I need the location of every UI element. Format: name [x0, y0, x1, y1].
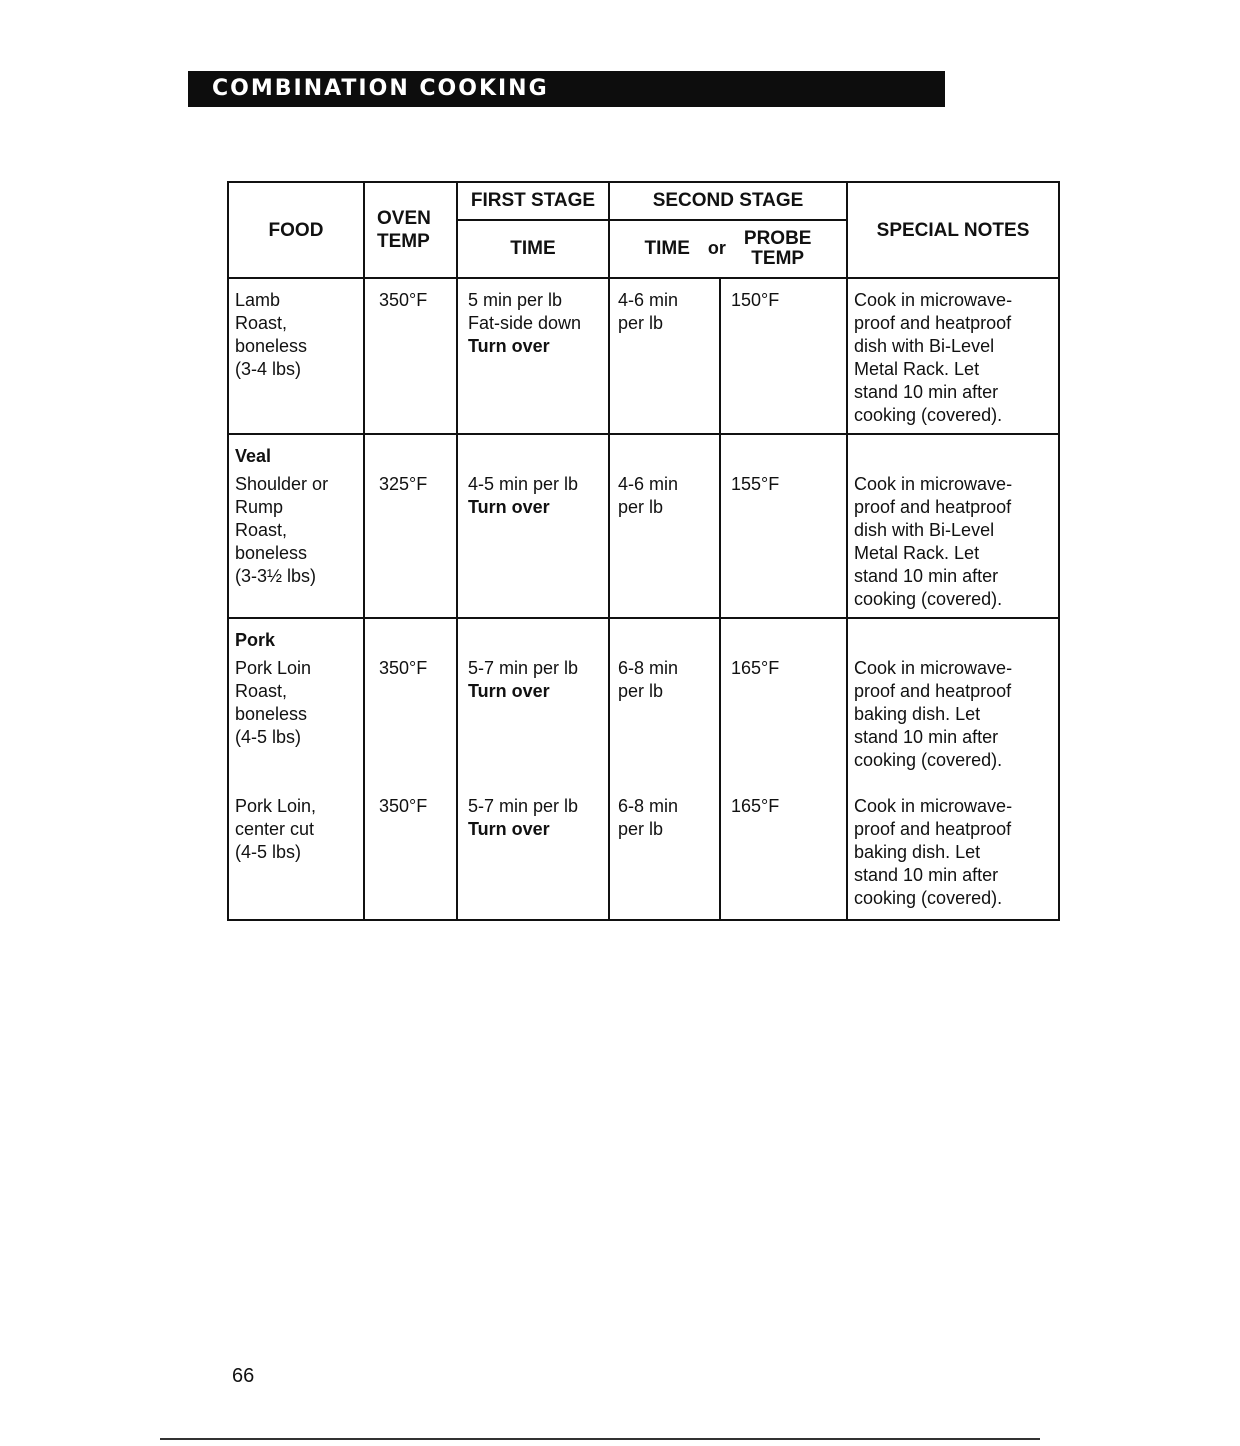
- first-time-cell: [457, 618, 609, 920]
- first-time-line: 4-5 min per lb: [468, 474, 579, 494]
- second-time-line: 4-6 min: [618, 474, 679, 494]
- food-line: (3-4 lbs): [235, 359, 302, 379]
- combination-cooking-table: [227, 181, 1060, 921]
- probe-temp-value: 165°F: [731, 658, 780, 678]
- page-number: 66: [232, 1365, 255, 1387]
- food-line: Roast,: [235, 681, 288, 701]
- second-time-line: per lb: [618, 497, 664, 517]
- food-line: (4-5 lbs): [235, 727, 302, 747]
- oven-temp-value: 325°F: [379, 474, 428, 494]
- notes-line: proof and heatproof: [854, 313, 1012, 333]
- probe-temp-cell: [720, 434, 847, 618]
- notes-line: Metal Rack. Let: [854, 359, 980, 379]
- second-time-line: 4-6 min: [618, 290, 679, 310]
- notes-cell: [847, 618, 1059, 920]
- notes-line: proof and heatproof: [854, 681, 1012, 701]
- food-line: boneless: [235, 336, 308, 356]
- oven-temp-cell: [364, 618, 457, 920]
- food-line: boneless: [235, 704, 308, 724]
- probe-temp-cell: [720, 618, 847, 920]
- notes-line: cooking (covered).: [854, 405, 1003, 425]
- oven-temp-value: 350°F: [379, 658, 428, 678]
- food-line: Pork Loin: [235, 658, 312, 678]
- food-line: Lamb: [235, 290, 281, 310]
- first-action: Turn over: [468, 681, 550, 701]
- probe-temp-cell: 150°F: [720, 278, 847, 434]
- second-time-line: per lb: [618, 681, 664, 701]
- header-second-time-probe: [609, 220, 847, 278]
- second-time-cell: [609, 618, 720, 920]
- food-line: (4-5 lbs): [235, 842, 302, 862]
- first-action: Turn over: [468, 336, 550, 356]
- probe-temp-value: 165°F: [731, 796, 780, 816]
- notes-line: baking dish. Let: [854, 842, 981, 862]
- notes-line: dish with Bi-Level: [854, 336, 995, 356]
- first-time-cell: [457, 434, 609, 618]
- notes-line: Metal Rack. Let: [854, 543, 980, 563]
- header-special-notes: SPECIAL NOTES: [847, 182, 1059, 278]
- table-row: [228, 278, 1059, 434]
- first-action: Turn over: [468, 497, 550, 517]
- second-time-line: per lb: [618, 819, 664, 839]
- notes-line: Cook in microwave-: [854, 796, 1013, 816]
- notes-line: stand 10 min after: [854, 382, 999, 402]
- notes-line: cooking (covered).: [854, 750, 1003, 770]
- notes-line: Cook in microwave-: [854, 658, 1013, 678]
- first-action: Turn over: [468, 819, 550, 839]
- food-line: Rump: [235, 497, 284, 517]
- second-time-cell: [609, 278, 720, 434]
- notes-line: stand 10 min after: [854, 566, 999, 586]
- second-time-line: per lb: [618, 313, 664, 333]
- header-second-time: TIME: [644, 238, 690, 260]
- first-time-cell: [457, 278, 609, 434]
- first-time-line: 5-7 min per lb: [468, 796, 579, 816]
- food-heading: Veal: [235, 446, 272, 466]
- notes-line: baking dish. Let: [854, 704, 981, 724]
- notes-line: dish with Bi-Level: [854, 520, 995, 540]
- header-probe-temp: [744, 229, 812, 269]
- probe-line-2: TEMP: [751, 247, 805, 269]
- notes-line: cooking (covered).: [854, 589, 1003, 609]
- first-time-line: 5 min per lb: [468, 290, 563, 310]
- probe-temp-value: 155°F: [731, 474, 780, 494]
- header-or: or: [707, 238, 726, 259]
- first-time-line: 5-7 min per lb: [468, 658, 579, 678]
- food-cell: [228, 278, 364, 434]
- oven-temp-cell: [364, 434, 457, 618]
- food-cell: [228, 618, 364, 920]
- food-line: (3-3½ lbs): [235, 566, 317, 586]
- food-line: center cut: [235, 819, 315, 839]
- oven-temp-value: 350°F: [379, 796, 428, 816]
- footer-rule: [160, 1438, 1040, 1440]
- oven-temp-cell: 350°F: [364, 278, 457, 434]
- header-second-stage: SECOND STAGE: [609, 182, 847, 220]
- header-first-time: TIME: [457, 220, 609, 278]
- header-food: FOOD: [228, 182, 364, 278]
- section-banner: COMBINATION COOKING: [188, 71, 945, 107]
- food-line: Shoulder or: [235, 474, 329, 494]
- table-row: [228, 434, 1059, 618]
- food-heading: Pork: [235, 630, 276, 650]
- probe-line-1: PROBE: [743, 227, 812, 249]
- notes-line: stand 10 min after: [854, 727, 999, 747]
- food-line: Roast,: [235, 313, 288, 333]
- second-time-line: 6-8 min: [618, 658, 679, 678]
- food-line: Pork Loin,: [235, 796, 317, 816]
- notes-line: stand 10 min after: [854, 865, 999, 885]
- food-line: Roast,: [235, 520, 288, 540]
- header-oven-temp: OVEN TEMP: [364, 182, 457, 278]
- notes-cell: [847, 278, 1059, 434]
- table-row: [228, 618, 1059, 920]
- notes-line: Cook in microwave-: [854, 290, 1013, 310]
- food-line: boneless: [235, 543, 308, 563]
- second-time-line: 6-8 min: [618, 796, 679, 816]
- notes-line: Cook in microwave-: [854, 474, 1013, 494]
- notes-line: cooking (covered).: [854, 888, 1003, 908]
- notes-line: proof and heatproof: [854, 819, 1012, 839]
- first-time-line: Fat-side down: [468, 313, 582, 333]
- notes-line: proof and heatproof: [854, 497, 1012, 517]
- second-time-cell: [609, 434, 720, 618]
- notes-cell: [847, 434, 1059, 618]
- header-first-stage: FIRST STAGE: [457, 182, 609, 220]
- food-cell: [228, 434, 364, 618]
